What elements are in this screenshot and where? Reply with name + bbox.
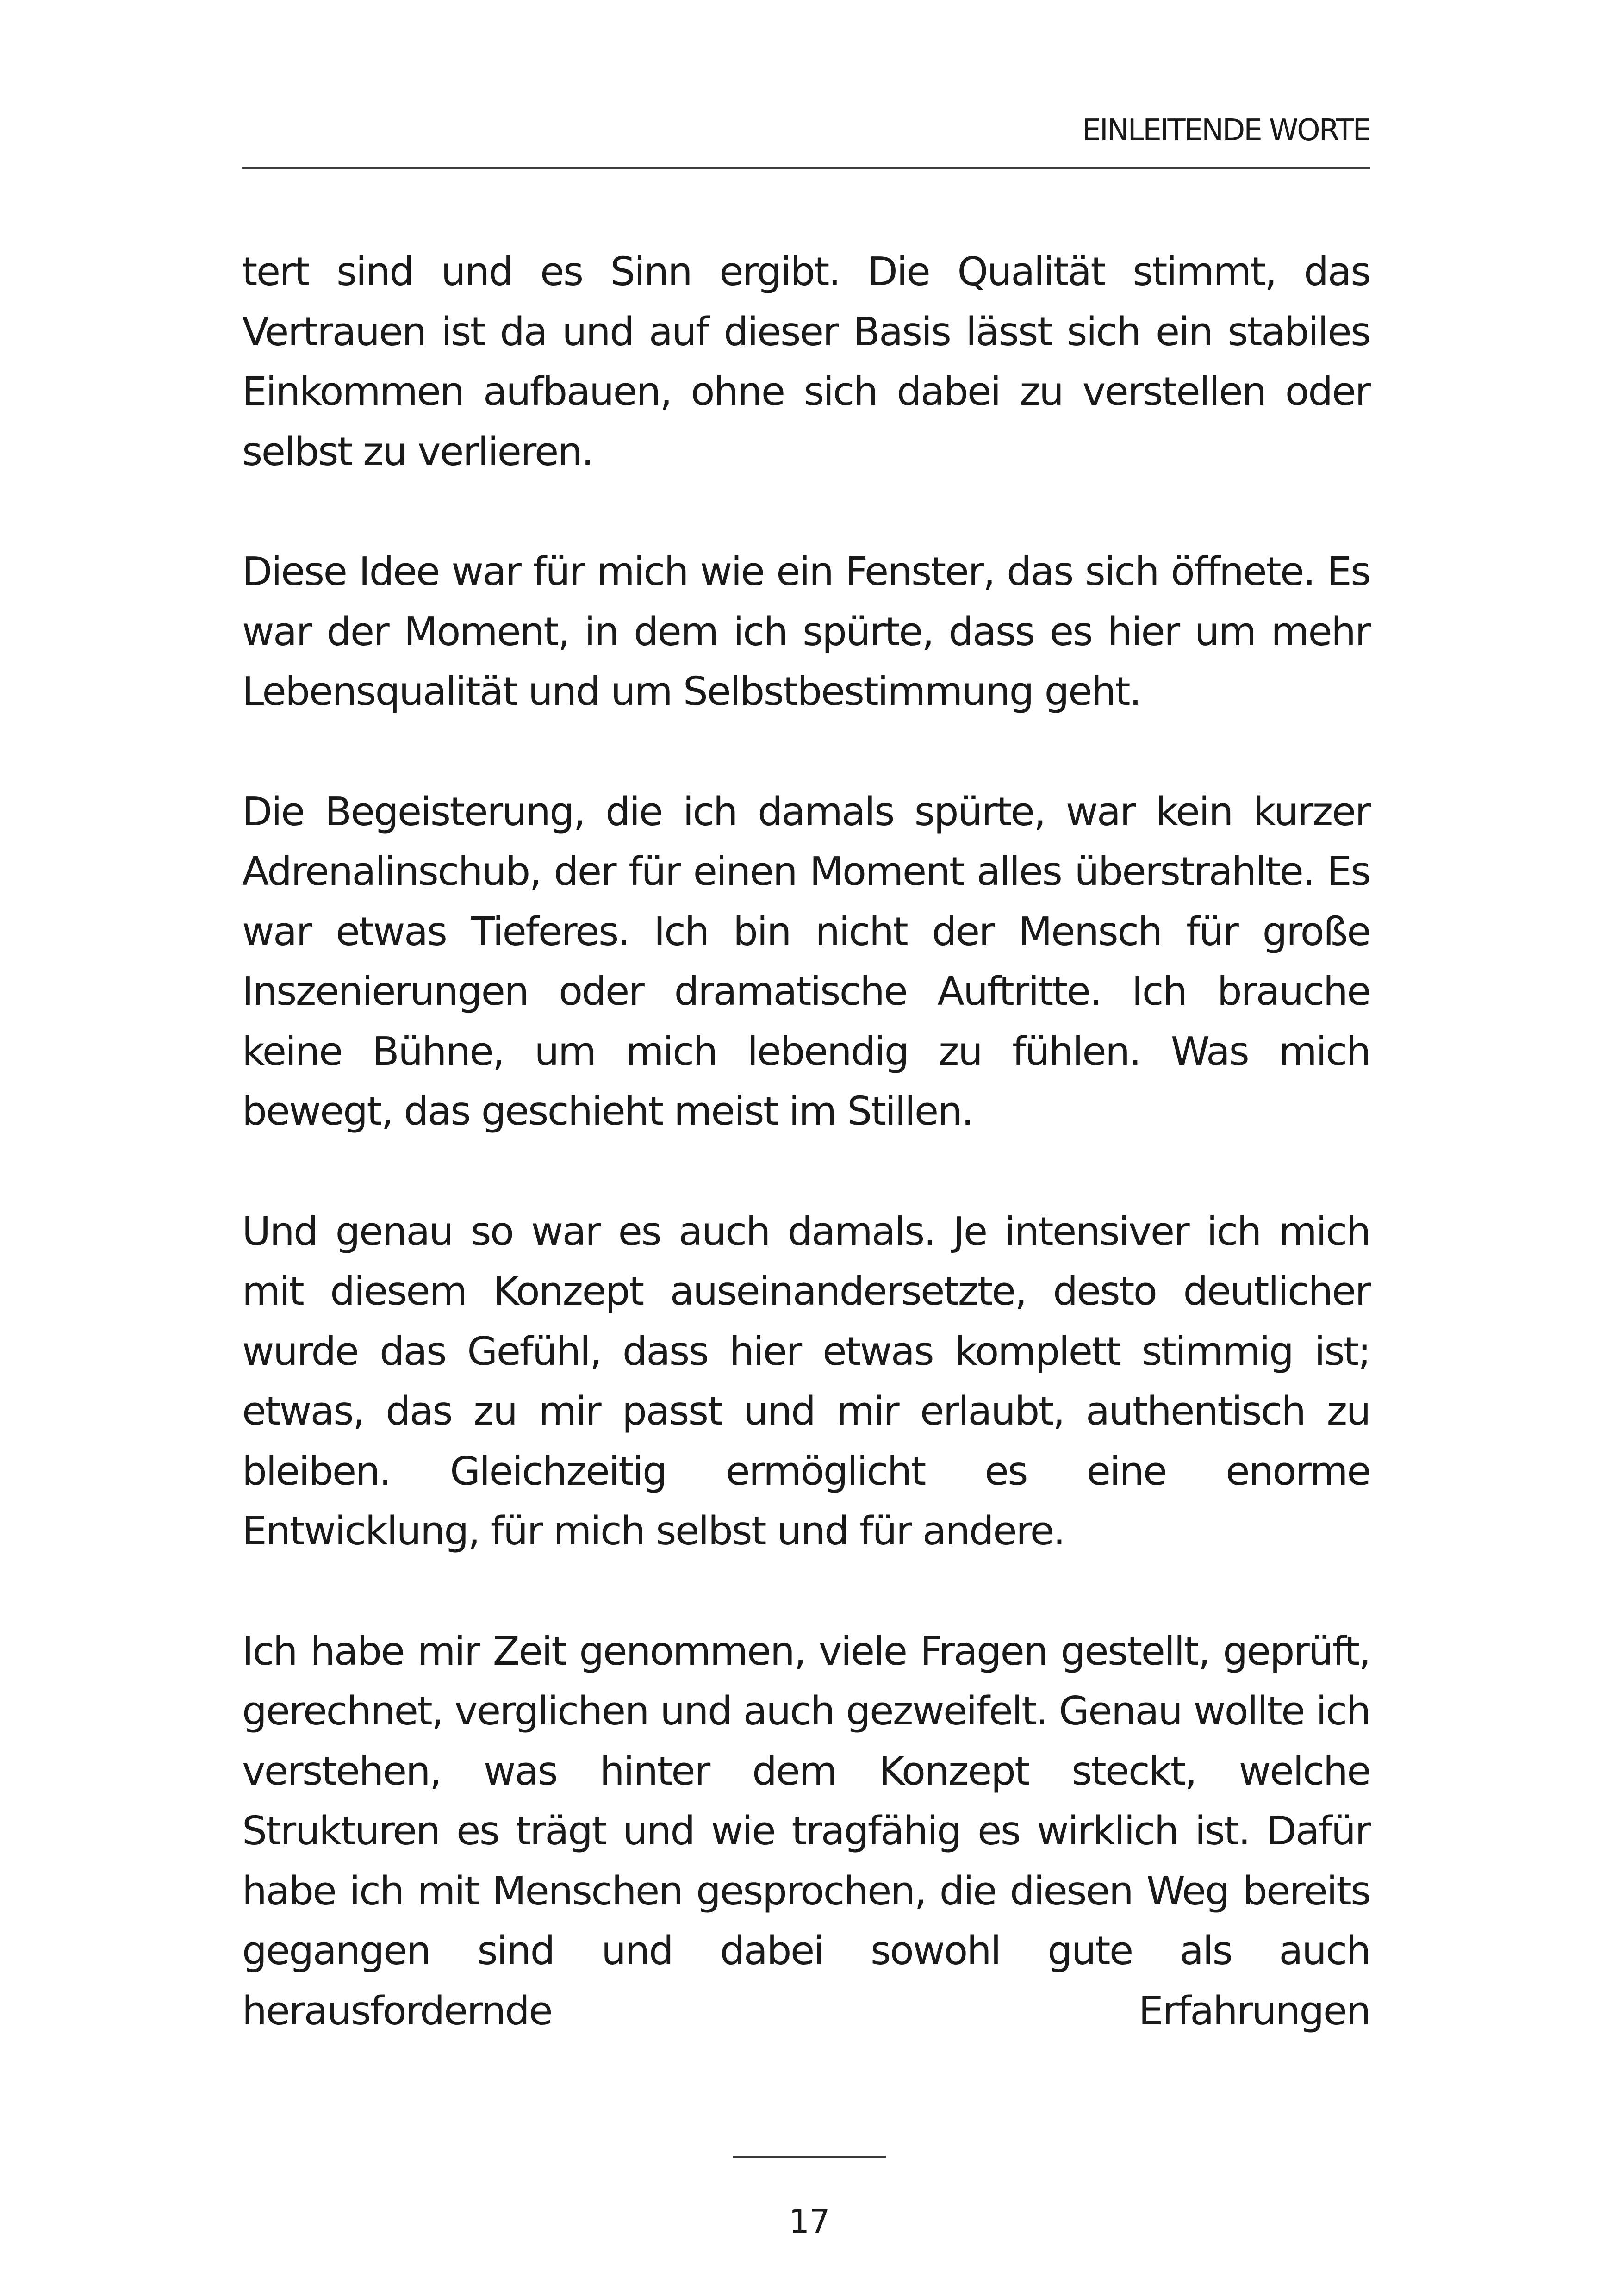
paragraph: Diese Idee war für mich wie ein Fenster, das sich öffnete. Es war der Moment, in dem ich spürte, dass es hier um mehr Lebensqualität und um Selbstbestimmung geht. bbox=[242, 549, 1370, 715]
running-header: EINLEITENDE WORTE bbox=[1082, 113, 1370, 148]
body-text bbox=[242, 242, 1370, 2041]
paragraph: tert sind und es Sinn ergibt. Die Qualität stimmt, das Vertrauen ist da und auf dieser Basis lässt sich ein stabiles Einkommen aufbauen, ohne sich dabei zu verstellen oder selbst zu verlieren. bbox=[242, 249, 1370, 475]
page-number: 17 bbox=[789, 2203, 830, 2240]
paragraph: Und genau so war es auch damals. Je intensiver ich mich mit diesem Konzept auseinandersetzte, desto deutlicher wurde das Gefühl, dass hier etwas komplett stimmig ist; etwas, das zu mir passt und mir erlaubt, authentisch zu bleiben. Gleichzeitig ermöglicht es eine enorme Entwicklung, für mich selbst und für andere. bbox=[242, 1208, 1370, 1554]
header-divider bbox=[242, 167, 1370, 169]
paragraph: Die Begeisterung, die ich damals spürte, war kein kurzer Adrenalinschub, der für einen Moment alles überstrahlte. Es war etwas Tieferes. Ich bin nicht der Mensch für große Inszenierungen oder dramatische Auftritte. Ich brauche keine Bühne, um mich lebendig zu fühlen. Was mich bewegt, das geschieht meist im Stillen. bbox=[242, 789, 1370, 1134]
footer-divider bbox=[733, 2156, 886, 2158]
paragraph: Ich habe mir Zeit genommen, viele Fragen gestellt, geprüft, gerechnet, verglichen und auch gezweifelt. Genau wollte ich verstehen, was hinter dem Konzept steckt, welche Strukturen es trägt und wie tragfähig es wirklich ist. Dafür habe ich mit Menschen gesprochen, die diesen Weg bereits gegangen sind und dabei sowohl gute als auch herausfordernde Erfahrungen bbox=[242, 1628, 1370, 2034]
